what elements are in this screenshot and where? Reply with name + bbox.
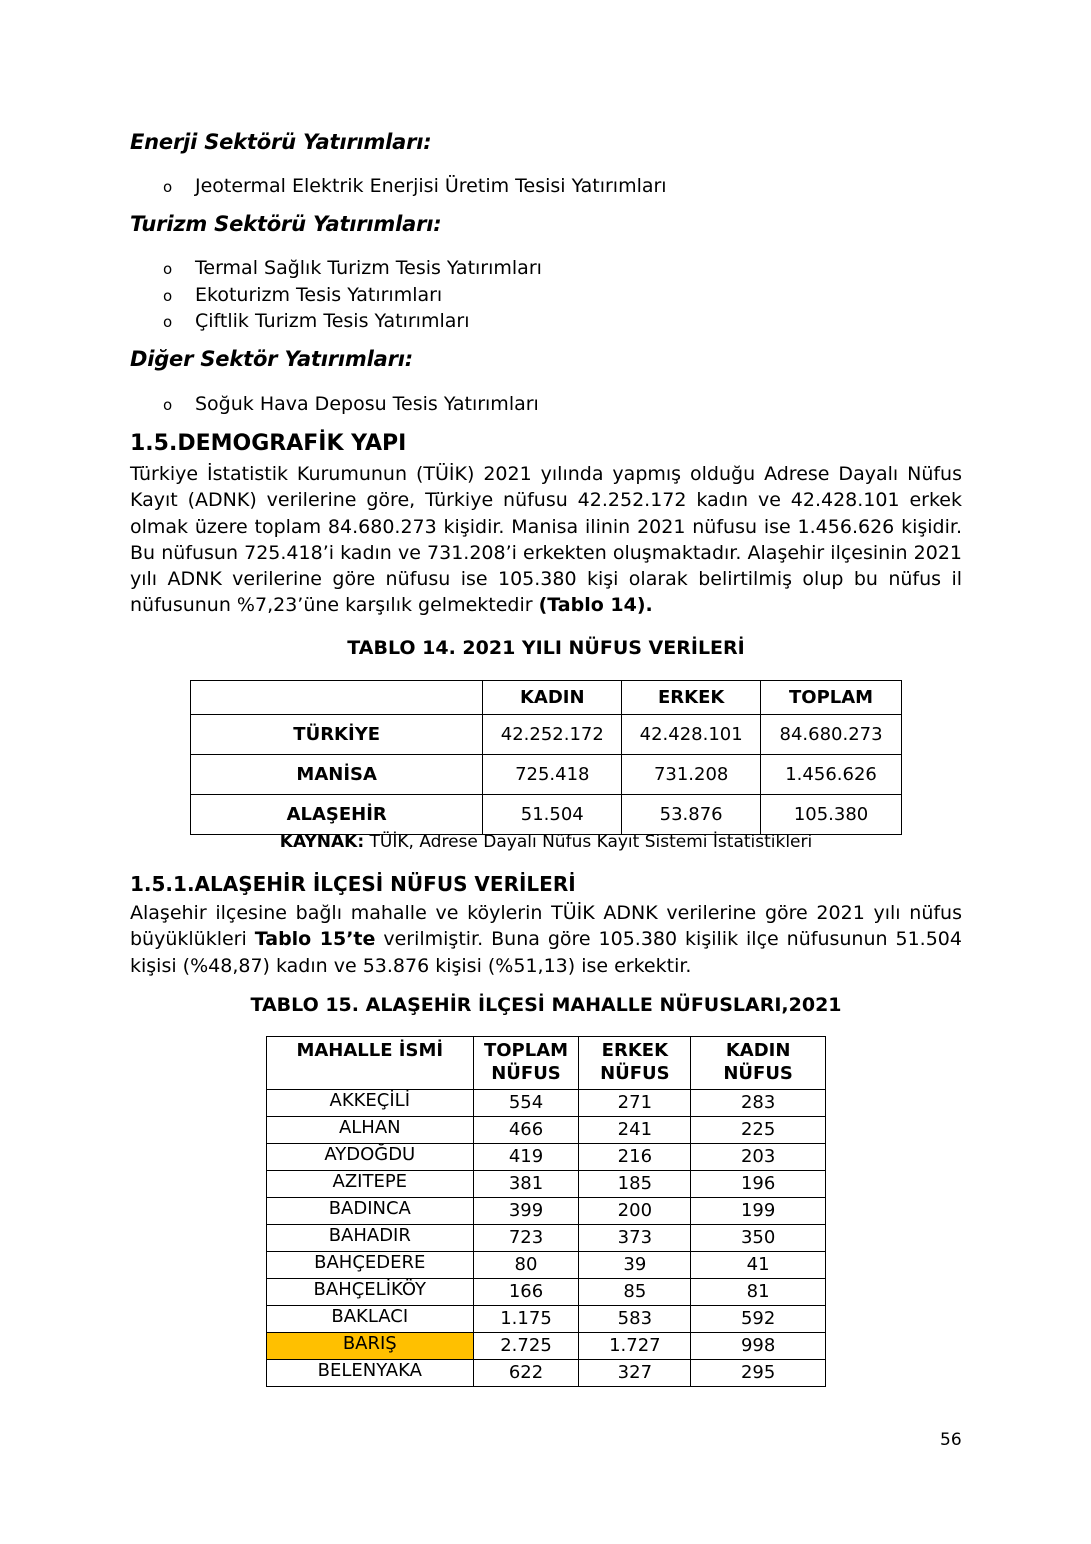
neighborhood-name: AYDOĞDU	[267, 1144, 474, 1171]
bullet-icon: o	[163, 313, 173, 331]
neighborhood-name: AZITEPE	[267, 1171, 474, 1198]
table-cell: 53.876	[622, 795, 761, 835]
table-row	[191, 715, 902, 755]
table-cell: 381	[473, 1171, 579, 1198]
table-cell: 466	[473, 1117, 579, 1144]
bullet-icon: o	[163, 287, 173, 305]
table-row	[267, 1198, 826, 1225]
list-item: o Çiftlik Turizm Tesis Yatırımları	[163, 310, 470, 332]
table-cell: 166	[473, 1279, 579, 1306]
table-header: ERKEK	[622, 681, 761, 715]
table-cell: 241	[579, 1117, 691, 1144]
table-cell: 327	[579, 1360, 691, 1387]
table-header: KADIN	[483, 681, 622, 715]
table-cell: 592	[691, 1306, 826, 1333]
energy-section-title: Enerji Sektörü Yatırımları:	[130, 130, 432, 154]
bullet-icon: o	[163, 178, 173, 196]
table-cell: 85	[579, 1279, 691, 1306]
neighborhood-name: BELENYAKA	[267, 1360, 474, 1387]
list-item: o Jeotermal Elektrik Enerjisi Üretim Tesisi Yatırımları	[163, 175, 667, 197]
table-cell: 42.252.172	[483, 715, 622, 755]
table-row	[191, 755, 902, 795]
table-row	[267, 1171, 826, 1198]
table-row	[267, 1279, 826, 1306]
table-cell: 723	[473, 1225, 579, 1252]
table-header-row	[191, 681, 902, 715]
table-row	[267, 1225, 826, 1252]
table-row	[267, 1252, 826, 1279]
table-cell: 271	[579, 1090, 691, 1117]
table-cell: 1.727	[579, 1333, 691, 1360]
table-cell: 84.680.273	[761, 715, 902, 755]
row-label: ALAŞEHİR	[191, 795, 483, 835]
table-row	[267, 1144, 826, 1171]
table-header	[191, 681, 483, 715]
table-header: ERKEK NÜFUS	[579, 1037, 691, 1090]
table-cell: 283	[691, 1090, 826, 1117]
table-cell: 725.418	[483, 755, 622, 795]
bullet-icon: o	[163, 396, 173, 414]
table14-caption: TABLO 14. 2021 YILI NÜFUS VERİLERİ	[347, 637, 745, 659]
table-cell: 419	[473, 1144, 579, 1171]
table-header: TOPLAM NÜFUS	[473, 1037, 579, 1090]
neighborhood-name: BAKLACI	[267, 1306, 474, 1333]
alasehir-heading: 1.5.1.ALAŞEHİR İLÇESİ NÜFUS VERİLERİ	[130, 872, 576, 896]
neighborhood-population-table	[266, 1036, 826, 1387]
table14-source: KAYNAK: TÜİK, Adrese Dayalı Nüfus Kayıt Sistemi İstatistikleri	[279, 832, 813, 852]
table-cell: 80	[473, 1252, 579, 1279]
table-header: KADIN NÜFUS	[691, 1037, 826, 1090]
table-row	[267, 1333, 826, 1360]
neighborhood-name: BADINCA	[267, 1198, 474, 1225]
bullet-icon: o	[163, 260, 173, 278]
table-row	[267, 1306, 826, 1333]
neighborhood-name: ALHAN	[267, 1117, 474, 1144]
neighborhood-name: BARIŞ	[267, 1333, 474, 1360]
alasehir-paragraph: Alaşehir ilçesine bağlı mahalle ve köylerin TÜİK ADNK verilerine göre 2021 yılı nüfus büyüklükleri Tablo 15’te verilmiştir. Buna göre 105.380 kişilik ilçe nüfusunun 51.504 kişisi (%48,87) kadın ve 53.876 kişisi (%51,13) ise erkektir.	[130, 902, 962, 977]
row-label: TÜRKİYE	[191, 715, 483, 755]
list-item: o Soğuk Hava Deposu Tesis Yatırımları	[163, 393, 539, 415]
table-cell: 105.380	[761, 795, 902, 835]
neighborhood-name: BAHÇEDERE	[267, 1252, 474, 1279]
table-cell: 41	[691, 1252, 826, 1279]
table-header: MAHALLE İSMİ	[267, 1037, 474, 1090]
neighborhood-name: BAHADIR	[267, 1225, 474, 1252]
table-body	[267, 1090, 826, 1387]
table15-caption: TABLO 15. ALAŞEHİR İLÇESİ MAHALLE NÜFUSLARI,2021	[250, 994, 842, 1016]
table-row	[191, 795, 902, 835]
table-cell: 199	[691, 1198, 826, 1225]
table-row	[267, 1090, 826, 1117]
table-cell: 216	[579, 1144, 691, 1171]
table-cell: 622	[473, 1360, 579, 1387]
table-cell: 203	[691, 1144, 826, 1171]
table-cell: 998	[691, 1333, 826, 1360]
list-item: o Termal Sağlık Turizm Tesis Yatırımları	[163, 257, 542, 279]
table-header-row	[267, 1037, 826, 1090]
table-row	[267, 1117, 826, 1144]
other-section-title: Diğer Sektör Yatırımları:	[130, 347, 413, 371]
table-cell: 399	[473, 1198, 579, 1225]
table-cell: 42.428.101	[622, 715, 761, 755]
neighborhood-name: BAHÇELİKÖY	[267, 1279, 474, 1306]
table-cell: 1.456.626	[761, 755, 902, 795]
demography-paragraph: Türkiye İstatistik Kurumunun (TÜİK) 2021 yılında yapmış olduğu Adrese Dayalı Nüfus Kayıt (ADNK) verilerine göre, Türkiye nüfusu 42.252.172 kadın ve 42.428.101 erkek olmak üzere toplam 84.680.273 kişidir. Manisa ilinin 2021 nüfusu ise 1.456.626 kişidir. Bu nüfusun 725.418’i kadın ve 731.208’i erkekten oluşmaktadır. Alaşehir ilçesinin 2021 yılı ADNK verilerine göre nüfusu ise 105.380 kişi olarak belirtilmiş olup bu nüfus il nüfusunun %7,23’üne karşılık gelmektedir (Tablo 14).	[130, 463, 962, 617]
population-table	[190, 680, 902, 835]
table-cell: 373	[579, 1225, 691, 1252]
table-cell: 350	[691, 1225, 826, 1252]
list-item: o Ekoturizm Tesis Yatırımları	[163, 284, 443, 306]
tourism-section-title: Turizm Sektörü Yatırımları:	[130, 212, 442, 236]
table-cell: 225	[691, 1117, 826, 1144]
table-cell: 583	[579, 1306, 691, 1333]
table-cell: 51.504	[483, 795, 622, 835]
page-number: 56	[940, 1430, 962, 1450]
table-cell: 185	[579, 1171, 691, 1198]
table-cell: 731.208	[622, 755, 761, 795]
neighborhood-name: AKKEÇİLİ	[267, 1090, 474, 1117]
demography-heading: 1.5.DEMOGRAFİK YAPI	[130, 431, 407, 456]
table-cell: 295	[691, 1360, 826, 1387]
table-cell: 81	[691, 1279, 826, 1306]
table-header: TOPLAM	[761, 681, 902, 715]
table-cell: 2.725	[473, 1333, 579, 1360]
table-cell: 200	[579, 1198, 691, 1225]
row-label: MANİSA	[191, 755, 483, 795]
table-cell: 1.175	[473, 1306, 579, 1333]
table-row	[267, 1360, 826, 1387]
table-cell: 554	[473, 1090, 579, 1117]
table-cell: 196	[691, 1171, 826, 1198]
table-cell: 39	[579, 1252, 691, 1279]
